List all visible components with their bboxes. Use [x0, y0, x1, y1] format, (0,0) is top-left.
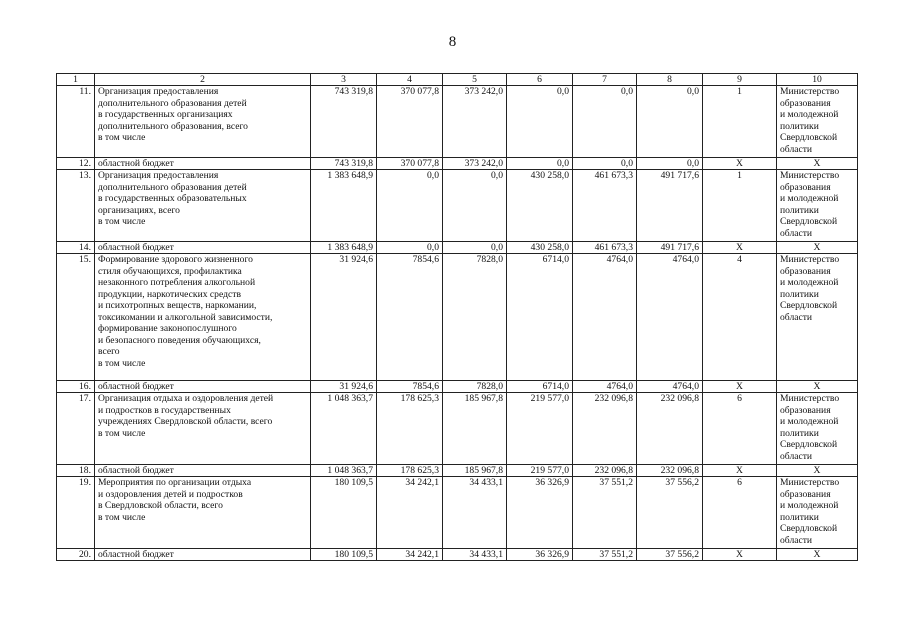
responsible-executor-text: Министерство образования и молодежной политики Свердловской области: [780, 86, 840, 155]
responsible-executor: [777, 242, 858, 254]
value-col6-text: 219 577,0: [530, 393, 569, 404]
value-col8-text: 491 717,6: [660, 242, 699, 253]
value-col6: [507, 477, 573, 549]
value-col6: [507, 393, 573, 465]
value-col8: [637, 158, 703, 170]
table-row: [57, 170, 858, 242]
row-name: [95, 242, 311, 254]
value-col4: [377, 170, 443, 242]
value-col5: [443, 549, 507, 561]
column-header: 3: [311, 74, 377, 86]
value-col8: [637, 86, 703, 158]
row-name-text: Организация отдыха и оздоровления детей и подростков в государственных учреждениях Свердловской области, всего в том числе: [98, 393, 274, 439]
column-header: 10: [777, 74, 858, 86]
target-indicator-number: [703, 242, 777, 254]
value-col6: [507, 242, 573, 254]
column-header: 9: [703, 74, 777, 86]
row-name-text: областной бюджет: [98, 242, 174, 253]
value-col3-text: 180 109,5: [334, 549, 373, 560]
value-col7: [573, 86, 637, 158]
value-col6: [507, 158, 573, 170]
responsible-executor-text: X: [813, 242, 821, 253]
target-indicator-number-text: 1: [737, 86, 742, 97]
value-col3: [311, 549, 377, 561]
value-col5-text: 7828,0: [476, 254, 503, 265]
value-col6-text: 430 258,0: [530, 170, 569, 181]
value-col8-text: 0,0: [687, 158, 699, 169]
value-col5-text: 7828,0: [476, 381, 503, 392]
column-header: 5: [443, 74, 507, 86]
table-row-subtotal: [57, 242, 858, 254]
target-indicator-number-text: X: [736, 158, 743, 169]
row-number: [57, 477, 95, 549]
value-col7: [573, 381, 637, 393]
value-col7-text: 232 096,8: [594, 465, 633, 476]
target-indicator-number: [703, 381, 777, 393]
target-indicator-number: [703, 170, 777, 242]
row-number-text: 18.: [79, 465, 91, 476]
value-col3: [311, 477, 377, 549]
value-col5-text: 185 967,8: [464, 393, 503, 404]
table-row: [57, 393, 858, 465]
responsible-executor: [777, 465, 858, 477]
value-col7-text: 4764,0: [606, 254, 633, 265]
target-indicator-number: [703, 158, 777, 170]
value-col4-text: 34 242,1: [405, 477, 439, 488]
row-number: [57, 86, 95, 158]
value-col7: [573, 477, 637, 549]
row-number: [57, 465, 95, 477]
value-col4-text: 370 077,8: [400, 158, 439, 169]
row-number-text: 20.: [79, 549, 91, 560]
target-indicator-number: [703, 86, 777, 158]
value-col3-text: 743 319,8: [334, 158, 373, 169]
value-col4-text: 7854,6: [412, 254, 439, 265]
value-col4-text: 178 625,3: [400, 465, 439, 476]
target-indicator-number: [703, 254, 777, 381]
value-col8: [637, 477, 703, 549]
row-name-text: областной бюджет: [98, 158, 174, 169]
value-col3: [311, 465, 377, 477]
value-col5-text: 34 433,1: [469, 549, 503, 560]
row-name: [95, 549, 311, 561]
responsible-executor: [777, 393, 858, 465]
value-col8-text: 0,0: [687, 86, 699, 97]
value-col7: [573, 549, 637, 561]
target-indicator-number: [703, 465, 777, 477]
value-col5: [443, 158, 507, 170]
table-row: [57, 477, 858, 549]
row-number-text: 16.: [79, 381, 91, 392]
page-number: 8: [448, 34, 457, 50]
value-col7: [573, 158, 637, 170]
row-number-text: 14.: [79, 242, 91, 253]
table-row: [57, 86, 858, 158]
value-col8-text: 491 717,6: [660, 170, 699, 181]
row-number: [57, 170, 95, 242]
value-col4-text: 178 625,3: [400, 393, 439, 404]
row-name: [95, 465, 311, 477]
value-col4: [377, 158, 443, 170]
value-col6-text: 6714,0: [542, 381, 569, 392]
value-col3: [311, 170, 377, 242]
column-header: 6: [507, 74, 573, 86]
value-col7-text: 232 096,8: [594, 393, 633, 404]
value-col3: [311, 242, 377, 254]
column-header: 1: [57, 74, 95, 86]
row-name: [95, 158, 311, 170]
target-indicator-number-text: X: [736, 381, 743, 392]
value-col4-text: 0,0: [427, 170, 439, 181]
value-col5-text: 373 242,0: [464, 86, 503, 97]
responsible-executor: [777, 86, 858, 158]
target-indicator-number-text: X: [736, 549, 743, 560]
row-name: [95, 381, 311, 393]
responsible-executor: [777, 254, 858, 381]
value-col5: [443, 254, 507, 381]
value-col5-text: 0,0: [491, 242, 503, 253]
value-col6: [507, 170, 573, 242]
value-col6-text: 36 326,9: [535, 477, 569, 488]
value-col4-text: 34 242,1: [405, 549, 439, 560]
row-name-text: Мероприятия по организации отдыха и оздоровления детей и подростков в Свердловской области, всего в том числе: [98, 477, 252, 523]
value-col6-text: 430 258,0: [530, 242, 569, 253]
target-indicator-number: [703, 549, 777, 561]
row-number-text: 11.: [79, 86, 91, 97]
value-col8-text: 37 556,2: [665, 477, 699, 488]
value-col3: [311, 158, 377, 170]
value-col5: [443, 170, 507, 242]
value-col7: [573, 465, 637, 477]
value-col5-text: 0,0: [491, 170, 503, 181]
value-col8: [637, 242, 703, 254]
value-col4: [377, 477, 443, 549]
value-col6-text: 0,0: [557, 158, 569, 169]
value-col6: [507, 86, 573, 158]
value-col3-text: 31 924,6: [339, 381, 373, 392]
value-col7-text: 461 673,3: [594, 242, 633, 253]
target-indicator-number-text: 1: [737, 170, 742, 181]
row-number: [57, 254, 95, 381]
row-name: [95, 477, 311, 549]
responsible-executor-text: Министерство образования и молодежной политики Свердловской области: [780, 477, 840, 546]
value-col3-text: 31 924,6: [339, 254, 373, 265]
value-col4-text: 370 077,8: [400, 86, 439, 97]
table-row-subtotal: [57, 381, 858, 393]
value-col6: [507, 549, 573, 561]
value-col6: [507, 254, 573, 381]
column-header: 2: [95, 74, 311, 86]
value-col5-text: 373 242,0: [464, 158, 503, 169]
row-name-text: областной бюджет: [98, 381, 174, 392]
value-col4: [377, 381, 443, 393]
value-col4: [377, 393, 443, 465]
row-number-text: 12.: [79, 158, 91, 169]
row-name: [95, 86, 311, 158]
column-header: 4: [377, 74, 443, 86]
value-col8-text: 232 096,8: [660, 465, 699, 476]
responsible-executor: [777, 549, 858, 561]
value-col7-text: 4764,0: [606, 381, 633, 392]
row-name-text: Формирование здорового жизненного стиля обучающихся, профилактика незаконного потребления алкогольной продукции, наркотических средств и психотропных веществ, наркомании, токсикомании и алкогольной зависимости, формирование законопослушного и безопасного поведения обучающихся, всего в том числе: [98, 254, 273, 369]
value-col7: [573, 254, 637, 381]
value-col8: [637, 381, 703, 393]
row-number: [57, 549, 95, 561]
row-number-text: 13.: [79, 170, 91, 181]
value-col7-text: 0,0: [621, 158, 633, 169]
value-col3: [311, 381, 377, 393]
responsible-executor: [777, 170, 858, 242]
value-col5: [443, 393, 507, 465]
value-col8: [637, 170, 703, 242]
value-col5-text: 34 433,1: [469, 477, 503, 488]
responsible-executor: [777, 158, 858, 170]
responsible-executor: [777, 477, 858, 549]
value-col5: [443, 86, 507, 158]
value-col6-text: 36 326,9: [535, 549, 569, 560]
target-indicator-number-text: X: [736, 242, 743, 253]
value-col6: [507, 381, 573, 393]
row-number-text: 15.: [79, 254, 91, 265]
row-number: [57, 158, 95, 170]
value-col5: [443, 465, 507, 477]
target-indicator-number-text: 6: [737, 393, 742, 404]
target-indicator-number-text: 4: [737, 254, 742, 265]
value-col8-text: 4764,0: [672, 381, 699, 392]
value-col3: [311, 393, 377, 465]
row-name-text: областной бюджет: [98, 549, 174, 560]
value-col5: [443, 477, 507, 549]
value-col3-text: 1 048 363,7: [327, 465, 373, 476]
value-col6: [507, 465, 573, 477]
value-col8-text: 4764,0: [672, 254, 699, 265]
value-col3-text: 1 383 648,9: [327, 242, 373, 253]
value-col4: [377, 254, 443, 381]
value-col7: [573, 170, 637, 242]
table-row-subtotal: [57, 465, 858, 477]
row-name-text: Организация предоставления дополнительного образования детей в государственных образовательных организациях, всего в том числе: [98, 170, 247, 227]
value-col4: [377, 86, 443, 158]
value-col8-text: 232 096,8: [660, 393, 699, 404]
header-row: [57, 74, 858, 86]
target-indicator-number-text: 6: [737, 477, 742, 488]
responsible-executor-text: X: [813, 381, 821, 392]
row-name: [95, 254, 311, 381]
value-col7-text: 461 673,3: [594, 170, 633, 181]
value-col3-text: 1 383 648,9: [327, 170, 373, 181]
target-indicator-number: [703, 477, 777, 549]
responsible-executor-text: Министерство образования и молодежной политики Свердловской области: [780, 393, 840, 462]
target-indicator-number: [703, 393, 777, 465]
table-row-subtotal: [57, 158, 858, 170]
value-col4: [377, 549, 443, 561]
row-name-text: областной бюджет: [98, 465, 174, 476]
row-number-text: 17.: [79, 393, 91, 404]
value-col5-text: 185 967,8: [464, 465, 503, 476]
value-col3: [311, 86, 377, 158]
value-col5: [443, 242, 507, 254]
row-name-text: Организация предоставления дополнительного образования детей в государственных организациях дополнительного образования, всего в том числе: [98, 86, 248, 143]
value-col8-text: 37 556,2: [665, 549, 699, 560]
row-name: [95, 393, 311, 465]
table-row: [57, 254, 858, 381]
value-col3-text: 743 319,8: [334, 86, 373, 97]
value-col8: [637, 465, 703, 477]
responsible-executor-text: X: [813, 465, 821, 476]
responsible-executor-text: X: [813, 158, 821, 169]
responsible-executor-text: Министерство образования и молодежной политики Свердловской области: [780, 254, 840, 323]
row-number: [57, 393, 95, 465]
budget-table: [56, 73, 858, 561]
value-col4-text: 0,0: [427, 242, 439, 253]
row-number: [57, 381, 95, 393]
value-col4: [377, 242, 443, 254]
value-col4: [377, 465, 443, 477]
column-header: 7: [573, 74, 637, 86]
responsible-executor-text: X: [813, 549, 821, 560]
value-col6-text: 0,0: [557, 86, 569, 97]
responsible-executor: [777, 381, 858, 393]
value-col7-text: 37 551,2: [599, 549, 633, 560]
column-header: 8: [637, 74, 703, 86]
value-col8: [637, 393, 703, 465]
row-number-text: 19.: [79, 477, 91, 488]
row-number: [57, 242, 95, 254]
table-row-subtotal: [57, 549, 858, 561]
value-col3-text: 180 109,5: [334, 477, 373, 488]
value-col7: [573, 393, 637, 465]
value-col6-text: 219 577,0: [530, 465, 569, 476]
row-name: [95, 170, 311, 242]
value-col8: [637, 254, 703, 381]
value-col7-text: 0,0: [621, 86, 633, 97]
responsible-executor-text: Министерство образования и молодежной политики Свердловской области: [780, 170, 840, 239]
value-col7: [573, 242, 637, 254]
value-col6-text: 6714,0: [542, 254, 569, 265]
value-col7-text: 37 551,2: [599, 477, 633, 488]
value-col3: [311, 254, 377, 381]
target-indicator-number-text: X: [736, 465, 743, 476]
value-col5: [443, 381, 507, 393]
value-col4-text: 7854,6: [412, 381, 439, 392]
value-col3-text: 1 048 363,7: [327, 393, 373, 404]
value-col8: [637, 549, 703, 561]
